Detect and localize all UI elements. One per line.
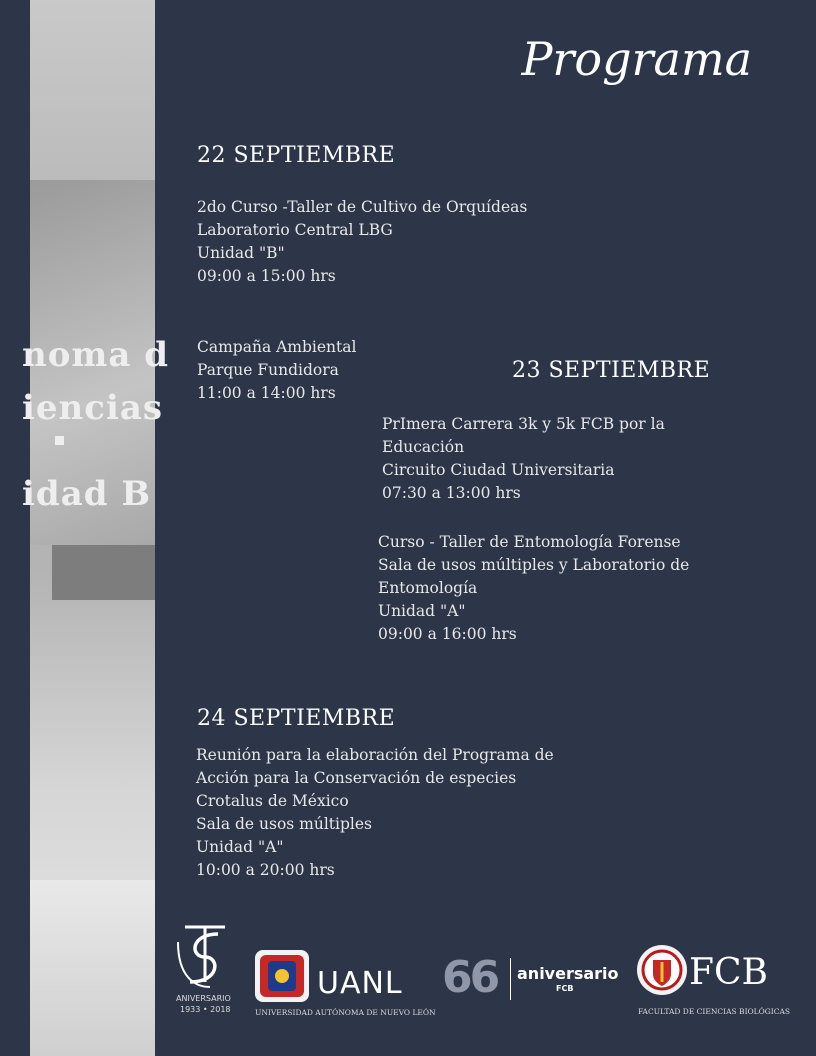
wall-lettering: noma d <box>22 335 170 375</box>
uanl-shield-icon <box>253 948 311 1004</box>
uanl-logo: UANL UNIVERSIDAD AUTÓNOMA DE NUEVO LEÓN <box>253 948 413 1028</box>
logo-bar <box>0 920 816 1030</box>
event-campana-ambiental: Campaña Ambiental Parque Fundidora 11:00 a 14:00 hrs <box>197 338 357 402</box>
day-heading-24: 24 SEPTIEMBRE <box>197 706 396 731</box>
fcb-logo: FCB FACULTAD DE CIENCIAS BIOLÓGICAS <box>636 942 786 1027</box>
event-carrera: PrImera Carrera 3k y 5k FCB por la Educación Circuito Ciudad Universitaria 07:30 a 13:00 hrs <box>382 415 665 502</box>
day-heading-22: 22 SEPTIEMBRE <box>197 143 396 168</box>
wall-lettering: iencias <box>22 388 164 428</box>
background-photo-strip <box>22 0 170 1056</box>
event-orquideas: 2do Curso -Taller de Cultivo de Orquídeas Laboratorio Central LBG Unidad "B" 09:00 a 15:00 hrs <box>197 198 528 285</box>
sixty-six-mark: 66 <box>442 952 498 1003</box>
building-window <box>52 545 155 600</box>
fcb-shield-icon <box>636 942 688 1002</box>
page-title: Programa <box>521 32 752 86</box>
wall-lettering: idad B <box>22 474 152 514</box>
sixty-six-aniversario-logo: 66 aniversario FCB <box>442 952 619 1003</box>
event-crotalus: Reunión para la elaboración del Programa de Acción para la Conservación de especies Crotalus de México Sala de usos múltiples Unidad "A" 10:00 a 20:00 hrs <box>196 746 554 879</box>
event-entomologia: Curso - Taller de Entomología Forense Sala de usos múltiples y Laboratorio de Entomología Unidad "A" 09:00 a 16:00 hrs <box>378 533 690 643</box>
aniversario-logo: ANIVERSARIO 1933 • 2018 <box>170 922 235 1022</box>
day-heading-23: 23 SEPTIEMBRE <box>512 358 711 383</box>
aniversario-emblem-icon <box>170 922 235 992</box>
